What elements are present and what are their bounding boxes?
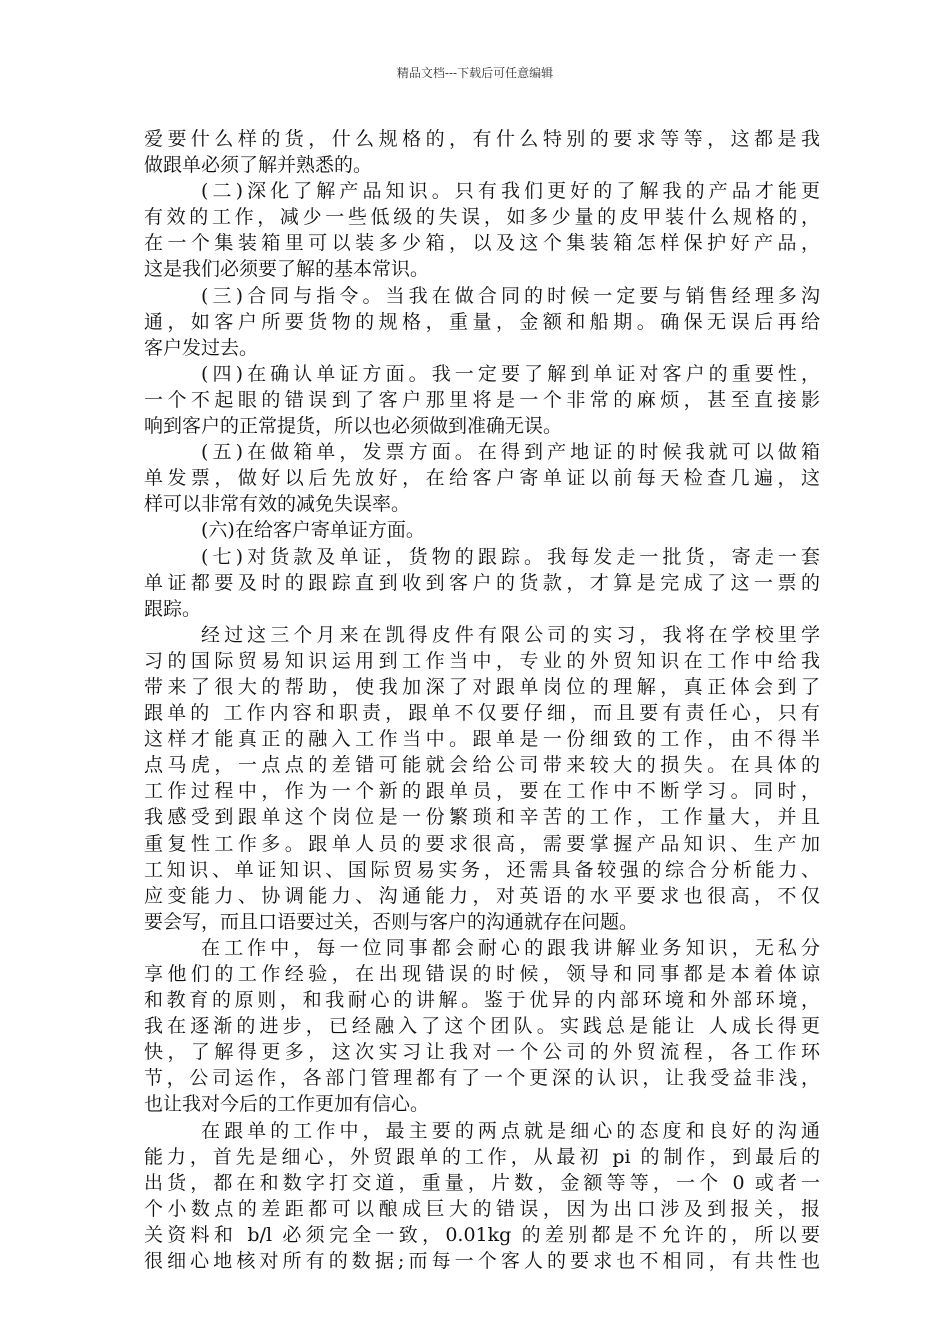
text-line: (三)合同与指令。当我在做合同的时候一定要与销售经理多沟 xyxy=(201,284,820,307)
text-line: 出货，都在和数字打交道，重量，片数，金额等等，一个 0 或者一 xyxy=(144,1171,820,1194)
text-line: 单发票，做好以后先放好，在给客户寄单证以前每天检查几遍，这 xyxy=(144,467,820,490)
text-line: 在跟单的工作中，最主要的两点就是细心的态度和良好的沟通 xyxy=(201,1119,820,1142)
text-line: (五)在做箱单，发票方面。在得到产地证的时候我就可以做箱 xyxy=(201,441,820,464)
text-line: 能力，首先是细心，外贸跟单的工作，从最初 pi 的制作，到最后的 xyxy=(144,1145,820,1168)
text-line: 跟踪。 xyxy=(144,597,202,620)
text-line: 也让我对今后的工作更加有信心。 xyxy=(144,1093,430,1116)
text-line: 这样才能真正的融入工作当中。跟单是一份细致的工作，由不得半 xyxy=(144,728,820,751)
text-line: 做跟单必须了解并熟悉的。 xyxy=(144,154,373,177)
text-line: 和教育的原则，和我耐心的讲解。鉴于优异的内部环境和外部环境， xyxy=(144,989,820,1012)
text-line: 在工作中，每一位同事都会耐心的跟我讲解业务知识，无私分 xyxy=(201,936,820,959)
text-line: 快，了解得更多，这次实习让我对一个公司的外贸流程，各工作环 xyxy=(144,1041,820,1064)
text-line: 样可以非常有效的减免失误率。 xyxy=(144,493,411,516)
text-line: 带来了很大的帮助，使我加深了对跟单岗位的理解，真正体会到了 xyxy=(144,675,820,698)
text-line: 这是我们必须要了解的基本常识。 xyxy=(144,258,430,281)
text-line: 工作过程中，作为一个新的跟单员，要在工作中不断学习。同时， xyxy=(144,780,820,803)
text-line: 一个不起眼的错误到了客户那里将是一个非常的麻烦，甚至直接影 xyxy=(144,388,820,411)
text-line: 节，公司运作，各部门管理都有了一个更深的认识，让我受益非浅， xyxy=(144,1067,820,1090)
text-line: 很细心地核对所有的数据;而每一个客人的要求也不相同，有共性也 xyxy=(144,1250,820,1273)
text-line: 享他们的工作经验，在出现错误的时候，领导和同事都是本着体谅 xyxy=(144,963,820,985)
text-line: 有效的工作，减少一些低级的失误，如多少量的皮甲装什么规格的， xyxy=(144,206,820,229)
text-line: 爱要什么样的货，什么规格的，有什么特别的要求等等，这都是我 xyxy=(144,128,820,150)
text-line: 关资料和 b/l 必须完全一致，0.01kg 的差别都是不允许的，所以要 xyxy=(144,1223,820,1246)
text-line: 响到客户的正常提货，所以也必须做到准确无误。 xyxy=(144,415,563,438)
text-line: (二)深化了解产品知识。只有我们更好的了解我的产品才能更 xyxy=(201,180,820,203)
text-line: 我感受到跟单这个岗位是一份繁琐和辛苦的工作，工作量大，并且 xyxy=(144,806,820,829)
text-line: 单证都要及时的跟踪直到收到客户的货款，才算是完成了这一票的 xyxy=(144,571,820,594)
text-line: 重复性工作多。跟单人员的要求很高，需要掌握产品知识、生产加 xyxy=(144,832,820,855)
text-line: 个小数点的差距都可以酿成巨大的错误，因为出口涉及到报关，报 xyxy=(144,1197,820,1220)
text-line: 要会写，而且口语要过关，否则与客户的沟通就存在问题。 xyxy=(144,910,639,933)
text-line: (四)在确认单证方面。我一定要了解到单证对客户的重要性， xyxy=(201,362,820,385)
text-line: 通，如客户所要货物的规格，重量，金额和船期。确保无误后再给 xyxy=(144,310,820,333)
page-header: 精品文档---下载后可任意编辑 xyxy=(396,66,554,80)
text-line: 在一个集装箱里可以装多少箱，以及这个集装箱怎样保护好产品， xyxy=(144,232,820,255)
text-line: (六)在给客户寄单证方面。 xyxy=(201,519,425,542)
text-line: 习的国际贸易知识运用到工作当中，专业的外贸知识在工作中给我 xyxy=(144,649,820,672)
text-line: 经过这三个月来在凯得皮件有限公司的实习，我将在学校里学 xyxy=(201,623,820,646)
text-line: 跟单的 工作内容和职责，跟单不仅要仔细，而且要有责任心，只有 xyxy=(144,702,820,725)
text-line: 客户发过去。 xyxy=(144,336,259,359)
text-line: 我在逐渐的进步，已经融入了这个团队。实践总是能让 人成长得更 xyxy=(144,1015,820,1038)
document-body xyxy=(144,126,820,1274)
text-line: (七)对货款及单证，货物的跟踪。我每发走一批货，寄走一套 xyxy=(201,545,820,568)
text-line: 应变能力、协调能力、沟通能力，对英语的水平要求也很高，不仅 xyxy=(144,884,820,907)
text-line: 点马虎，一点点的差错可能就会给公司带来较大的损失。在具体的 xyxy=(144,754,820,777)
text-line: 工知识、单证知识、国际贸易实务，还需具备较强的综合分析能力、 xyxy=(144,858,820,881)
